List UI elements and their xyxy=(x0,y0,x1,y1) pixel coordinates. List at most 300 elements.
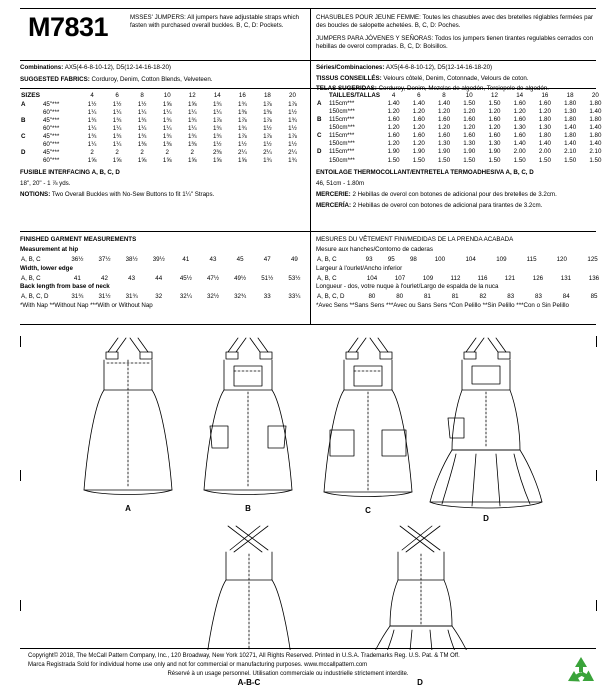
cell: 1.20 xyxy=(412,140,425,148)
size-col: 8 xyxy=(442,92,446,99)
notions-value: Two Overall Buckles with No-Sew Buttons to fit 1¼" Straps. xyxy=(51,191,215,199)
cell: 1.60 xyxy=(463,132,476,140)
table-header-row xyxy=(20,92,305,101)
cell: 2 xyxy=(115,148,119,156)
cell: 37½ xyxy=(98,256,111,264)
table-row xyxy=(20,133,305,141)
cell: 1¼ xyxy=(112,108,122,116)
tailles-title: TAILLES/TALLAS xyxy=(329,92,380,99)
cell: 33¼ xyxy=(288,293,301,301)
cell: 1.90 xyxy=(387,148,400,156)
cell: 1.80 xyxy=(538,132,551,140)
cell: 1¾ xyxy=(112,132,122,140)
cell: 1.40 xyxy=(538,140,551,148)
cell: 1¾ xyxy=(137,132,147,140)
size-col: 10 xyxy=(163,92,171,100)
finished-title-fr: MESURES DU VÊTEMENT FINI/MEDIDAS DE LA PRENDA ACABADA xyxy=(316,236,514,243)
cell: 1¼ xyxy=(162,124,172,132)
cell: 1.50 xyxy=(463,156,476,164)
finished-measurements-block-fr xyxy=(316,236,608,313)
view-label-abc: A-B-C xyxy=(237,678,261,687)
cell: 120 xyxy=(556,256,567,264)
cell: 81 xyxy=(423,293,431,301)
cell: 1.60 xyxy=(488,116,501,124)
cell: 1.60 xyxy=(387,132,400,140)
cell: 1.20 xyxy=(412,108,425,116)
width-label: 115cm*** xyxy=(329,116,355,124)
cell: 83 xyxy=(535,293,542,301)
back-length-label: Back length from base of neck xyxy=(20,282,110,290)
cell: 81 xyxy=(451,293,459,301)
column-divider-mid xyxy=(310,60,311,88)
table-header-row xyxy=(316,92,608,100)
cell: 2 xyxy=(90,148,94,156)
cell: 1.50 xyxy=(488,156,501,164)
header-top-rule xyxy=(20,8,596,9)
foreign-description-block xyxy=(316,14,604,55)
cell: 1.20 xyxy=(387,124,400,132)
cell: 1¼ xyxy=(137,124,147,132)
cell: 38½ xyxy=(125,256,138,264)
cell: 2¼ xyxy=(288,148,297,156)
cell: 1.20 xyxy=(387,108,400,116)
cell: 95 xyxy=(387,256,395,264)
view-letter xyxy=(316,140,328,148)
cell: 1⅜ xyxy=(263,108,272,116)
width-label-title: Width, lower edge xyxy=(20,264,73,272)
cell: 1¼ xyxy=(87,140,97,148)
cell: 1.60 xyxy=(513,132,526,140)
view-letter xyxy=(20,157,42,165)
cell: 1¾ xyxy=(187,132,197,140)
row-label: A, B, C, D xyxy=(21,293,49,301)
cell: 1.80 xyxy=(589,132,602,140)
cell: 53½ xyxy=(288,274,301,282)
table-row xyxy=(20,293,308,301)
cell: 1.50 xyxy=(463,100,476,108)
cell: 41 xyxy=(182,256,190,264)
cell: 42 xyxy=(101,274,108,282)
column-divider-finished xyxy=(310,231,311,324)
cell: 1.60 xyxy=(438,116,451,124)
cell: 1½ xyxy=(112,100,122,108)
view-letter: C xyxy=(317,132,322,140)
french-description: CHASUBLES POUR JEUNE FEMME: Toutes les chasubles avec des bretelles réglables fermées par des boucles de salopette achetées. B, C, D: Poches. xyxy=(316,14,594,30)
tissus-label: TISSUS CONSEILLÉS: xyxy=(316,74,382,82)
fabrics-value: Corduroy, Denim, Cotton Blends, Velveteen. xyxy=(91,75,213,83)
width-label: 150cm*** xyxy=(329,108,355,116)
cell: 125 xyxy=(587,256,598,264)
cell: 1.80 xyxy=(538,116,551,124)
width-label: 45"*** xyxy=(42,100,60,108)
merceria-value: 2 Hebillas de overol con botones de adicional para tirantes de 3.2cm. xyxy=(352,201,543,209)
cell: 1⅞ xyxy=(263,100,272,108)
cell: 1¼ xyxy=(187,108,197,116)
nap-note: *With Nap **Without Nap ***With or Without Nap xyxy=(20,302,153,310)
view-letter xyxy=(20,109,42,117)
view-letter: B xyxy=(317,116,322,124)
finished-hip-table-fr xyxy=(316,256,608,264)
english-description-block xyxy=(130,14,308,35)
cell: 1⅝ xyxy=(162,157,172,164)
size-col: 4 xyxy=(90,92,94,100)
view-label-a: A xyxy=(125,504,131,513)
notions-label: NOTIONS: xyxy=(20,191,51,199)
view-d-back-drawing xyxy=(368,526,474,650)
table-row xyxy=(20,141,305,149)
cell: 1⅜ xyxy=(187,140,197,148)
finished-bottom-rule xyxy=(20,324,596,325)
cell: 1⅝ xyxy=(162,100,172,108)
cell: 109 xyxy=(422,274,434,282)
cell: 1¾ xyxy=(137,116,147,124)
width-label: 45"*** xyxy=(42,148,60,156)
cell: 1.40 xyxy=(589,140,602,148)
cell: 83 xyxy=(507,293,515,301)
finished-title: FINISHED GARMENT MEASUREMENTS xyxy=(20,236,137,243)
size-col: 8 xyxy=(140,92,144,100)
view-label-d: D xyxy=(483,514,489,523)
series-label: Séries/Combinaciones: xyxy=(316,64,385,71)
cell: 1½ xyxy=(238,140,247,148)
cell: 36½ xyxy=(71,256,84,264)
trademark-line: Marca Registrada Sold for individual home use only and not for commercial or manufacturing purposes. www.mccallpattern.com xyxy=(28,662,368,668)
cell: 1⅞ xyxy=(288,132,297,140)
cell: 85 xyxy=(590,293,598,301)
cell: 2¼ xyxy=(263,148,272,156)
cell: 1⅝ xyxy=(187,100,197,108)
view-letter xyxy=(316,108,328,116)
cell: 1.40 xyxy=(564,124,577,132)
cell: 1.60 xyxy=(513,116,526,124)
cell: 1.20 xyxy=(463,108,476,116)
cell: 1.30 xyxy=(438,140,451,148)
cell: 1.60 xyxy=(412,116,425,124)
table-row xyxy=(316,108,608,116)
cell: 1¾ xyxy=(87,116,97,124)
finished-back-table xyxy=(20,293,308,301)
cell: 1.60 xyxy=(438,132,451,140)
cell: 1⅝ xyxy=(87,157,97,164)
cell: 100 xyxy=(434,256,446,264)
cell: 1.20 xyxy=(438,108,451,116)
cell: 93 xyxy=(365,256,373,264)
tailles-block xyxy=(316,92,608,213)
cell: 31¾ xyxy=(125,293,138,301)
cell: 1¾ xyxy=(288,116,297,124)
cell: 2⅜ xyxy=(212,148,222,156)
table-row xyxy=(316,116,608,124)
width-label: 150cm*** xyxy=(329,140,355,148)
cell: 32¼ xyxy=(179,293,192,301)
view-c-drawing xyxy=(324,338,412,497)
cell: 32¾ xyxy=(234,293,247,301)
table-row xyxy=(20,117,305,125)
cell: 1.30 xyxy=(488,140,501,148)
header-bottom-rule xyxy=(20,60,596,61)
view-label-b: B xyxy=(245,504,251,513)
size-col: 18 xyxy=(566,92,574,99)
size-col: 6 xyxy=(417,92,421,99)
footer-top-rule xyxy=(20,648,596,649)
size-col: 16 xyxy=(238,92,246,100)
row-label: A, B, C xyxy=(317,256,337,264)
width-label: 150cm*** xyxy=(329,124,355,132)
table-row xyxy=(316,275,608,283)
cell: 49½ xyxy=(234,274,247,282)
hip-label-fr: Mesure aux hanches/Contorno de caderas xyxy=(316,246,433,254)
cell: 1¾ xyxy=(212,124,222,132)
cell: 1.30 xyxy=(564,108,577,116)
cell: 84 xyxy=(562,293,570,301)
cell: 1.40 xyxy=(564,140,577,148)
table-row xyxy=(316,140,608,148)
width-label: 115cm*** xyxy=(329,148,355,156)
cell: 1.20 xyxy=(488,124,501,132)
finished-width-table xyxy=(20,275,308,283)
view-letter: D xyxy=(317,148,322,156)
column-divider-top xyxy=(310,8,311,60)
table-row xyxy=(20,125,305,133)
view-a-drawing xyxy=(84,338,172,495)
view-letter: B xyxy=(21,116,26,124)
cell: 1¾ xyxy=(288,157,297,164)
view-letter: A xyxy=(317,100,322,108)
cell: 1.50 xyxy=(438,156,451,164)
cell: 1½ xyxy=(263,140,272,148)
view-abc-back-drawing xyxy=(206,526,292,650)
table-row xyxy=(316,157,608,165)
size-col: 20 xyxy=(591,92,599,99)
cell: 1.60 xyxy=(387,116,400,124)
table-row xyxy=(316,148,608,156)
cell: 1.20 xyxy=(463,124,476,132)
cell: 1.40 xyxy=(438,100,451,108)
view-letter: D xyxy=(21,148,26,156)
cell: 115 xyxy=(526,256,537,264)
cell: 1.30 xyxy=(463,140,476,148)
cell: 1.20 xyxy=(538,108,551,116)
cell: 1½ xyxy=(212,140,222,148)
size-col: 20 xyxy=(289,92,296,100)
cell: 1¾ xyxy=(263,157,272,164)
cell: 82 xyxy=(479,293,487,301)
cell: 1¾ xyxy=(212,100,222,108)
view-b-drawing xyxy=(204,338,292,495)
cell: 1.50 xyxy=(488,100,501,108)
cell: 1⅞ xyxy=(263,116,272,124)
cell: 1½ xyxy=(137,100,147,108)
cell: 1.60 xyxy=(538,100,551,108)
table-row xyxy=(316,256,608,264)
cell: 1¼ xyxy=(187,124,197,132)
cell: 2.00 xyxy=(538,148,551,156)
cell: 104 xyxy=(465,256,476,264)
mercerie-label: MERCERIE: xyxy=(316,190,351,198)
cell: 1¼ xyxy=(212,108,222,116)
table-row xyxy=(20,256,308,264)
cell: 1¼ xyxy=(112,124,122,132)
table-row xyxy=(20,109,305,117)
cell: 1.60 xyxy=(412,132,425,140)
cell: 1¾ xyxy=(238,124,247,132)
cell: 31½ xyxy=(98,293,111,301)
cell: 1.90 xyxy=(412,148,425,156)
cell: 1.80 xyxy=(589,100,602,108)
width-label: 60"*** xyxy=(42,124,60,132)
cell: 1¼ xyxy=(87,108,97,116)
cell: 116 xyxy=(477,274,488,282)
width-label: 60"*** xyxy=(42,140,60,148)
combinations-label: Combinations: xyxy=(20,64,64,71)
cell: 1.20 xyxy=(412,124,425,132)
cell: 45 xyxy=(236,256,244,264)
cell: 1¾ xyxy=(212,132,222,140)
finished-back-table-fr xyxy=(316,293,608,301)
cell: 1¼ xyxy=(162,108,172,116)
cell: 49 xyxy=(290,256,298,264)
cell: 1.90 xyxy=(488,148,501,156)
cell: 32 xyxy=(155,293,163,301)
cell: 1⅜ xyxy=(137,140,147,148)
size-col: 18 xyxy=(263,92,271,100)
cell: 1.30 xyxy=(538,124,551,132)
cell: 131 xyxy=(560,274,572,282)
garment-illustrations xyxy=(0,330,616,650)
cell: 51½ xyxy=(261,274,274,282)
width-label: 45"*** xyxy=(42,132,60,140)
cell: 33 xyxy=(263,293,271,301)
cell: 1⅝ xyxy=(187,157,197,164)
yardage-table-metric xyxy=(316,92,608,165)
view-label-d-back: D xyxy=(417,678,423,687)
cell: 1½ xyxy=(288,124,297,132)
page-title: M7831 xyxy=(28,12,109,42)
interfacing-label: FUSIBLE INTERFACING A, B, C, D xyxy=(20,169,120,177)
hip-label: Measurement at hip xyxy=(20,246,79,254)
size-col: 4 xyxy=(391,92,396,99)
cell: 43 xyxy=(209,256,217,264)
cell: 1.60 xyxy=(463,116,476,124)
yardage-table-imperial xyxy=(20,92,305,165)
cell: 45½ xyxy=(179,274,192,282)
cell: 1.60 xyxy=(513,100,526,108)
cell: 121 xyxy=(504,274,516,282)
fabrics-label: SUGGESTED FABRICS: xyxy=(20,75,90,83)
nap-note-fr: *Avec Sens **Sans Sens ***Avec ou Sans Sens *Con Pelillo **Sin Pelillo ***Con o Sin Pelillo xyxy=(316,302,569,310)
cell: 1⅜ xyxy=(238,108,247,116)
width-label: 115cm*** xyxy=(329,100,355,108)
cell: 1⅝ xyxy=(212,157,222,164)
cell: 98 xyxy=(409,256,417,264)
cell: 136 xyxy=(588,274,600,282)
size-col: 10 xyxy=(465,92,473,99)
width-label: 60"*** xyxy=(42,108,60,116)
cell: 1⅞ xyxy=(263,132,272,140)
size-col: 14 xyxy=(213,92,221,100)
cell: 1¼ xyxy=(87,124,97,132)
row-label: A, B, C xyxy=(21,274,41,282)
table-row xyxy=(20,101,305,109)
entoilage-value: 46, 51cm - 1.80m xyxy=(316,179,365,187)
cell: 1⅝ xyxy=(112,157,122,164)
cell: 1.50 xyxy=(538,156,551,164)
cell: 104 xyxy=(366,274,378,282)
cell: 1¾ xyxy=(187,116,197,124)
cell: 1.50 xyxy=(513,156,526,164)
cell: 1.90 xyxy=(463,148,476,156)
cell: 1¾ xyxy=(162,116,172,124)
cell: 31¾ xyxy=(71,293,84,301)
view-label-c: C xyxy=(365,506,371,515)
cell: 1⅝ xyxy=(137,157,147,164)
cell: 1⅜ xyxy=(162,140,172,148)
finished-hip-table xyxy=(20,256,308,264)
size-col: 12 xyxy=(188,92,196,100)
cell: 2 xyxy=(190,148,194,156)
cell: 1¼ xyxy=(137,108,147,116)
cell: 1.40 xyxy=(412,100,425,108)
cell: 41 xyxy=(73,274,81,282)
fabrics-bottom-rule xyxy=(20,88,596,89)
view-letter xyxy=(316,157,328,165)
width-label: 45"*** xyxy=(42,116,60,124)
cell: 47½ xyxy=(206,274,220,282)
merceria-label: MERCERÍA: xyxy=(316,201,352,209)
table-row xyxy=(316,293,608,301)
cell: 1.50 xyxy=(387,156,400,164)
cell: 1.20 xyxy=(488,108,501,116)
cell: 126 xyxy=(532,274,544,282)
finished-measurements-block xyxy=(20,236,310,313)
series-value: AX5(4-6-8-10-12), D5(12-14-16-18-20) xyxy=(385,64,493,71)
cell: 32½ xyxy=(206,293,220,301)
cell: 1¾ xyxy=(112,116,122,124)
row-label: A, B, C, D xyxy=(317,293,345,301)
cell: 80 xyxy=(368,293,376,301)
mercerie-value: 2 Hebillas de overol con botones de adicional pour des bretelles de 3.2cm. xyxy=(352,190,557,198)
size-col: 14 xyxy=(516,92,524,99)
french-usage-line: Réservé à un usage personnel. Utilisation commerciale ou industrielle strictement interdite. xyxy=(167,671,409,677)
cell: 109 xyxy=(496,256,507,264)
row-label: A, B, C xyxy=(21,256,41,264)
cell: 1.40 xyxy=(387,100,400,108)
view-letter xyxy=(20,125,42,133)
combinations-value: AX5(4-6-8-10-12), D5(12-14-16-18-20) xyxy=(64,64,171,71)
sizes-block xyxy=(20,92,305,202)
cell: 1.80 xyxy=(589,116,602,124)
cell: 1.20 xyxy=(513,108,526,116)
cell: 1⅞ xyxy=(212,116,222,124)
cell: 1¼ xyxy=(112,140,122,148)
cell: 43 xyxy=(128,274,136,282)
table-row xyxy=(316,124,608,132)
cell: 1¾ xyxy=(162,132,172,140)
cell: 1⅝ xyxy=(238,157,247,164)
back-length-label-fr: Longueur - dos, votre nuque à l'ourlet/Largo de espalda de la nuca xyxy=(316,282,499,290)
cell: 39½ xyxy=(152,256,165,264)
cell: 80 xyxy=(396,293,404,301)
cell: 1.20 xyxy=(438,124,451,132)
width-label: 115cm*** xyxy=(329,132,355,140)
interfacing-value: 18", 20" - 1 ⅞ yds. xyxy=(20,180,71,188)
cell: 1⅞ xyxy=(238,132,247,140)
view-letter: A xyxy=(21,100,26,108)
size-col: 6 xyxy=(115,92,119,100)
entoilage-label: ENTOILAGE THERMOCOLLANT/ENTRETELA TERMOADHESIVA A, B, C, D xyxy=(316,168,534,176)
cell: 2 xyxy=(165,148,169,156)
sizes-bottom-rule xyxy=(20,231,596,232)
